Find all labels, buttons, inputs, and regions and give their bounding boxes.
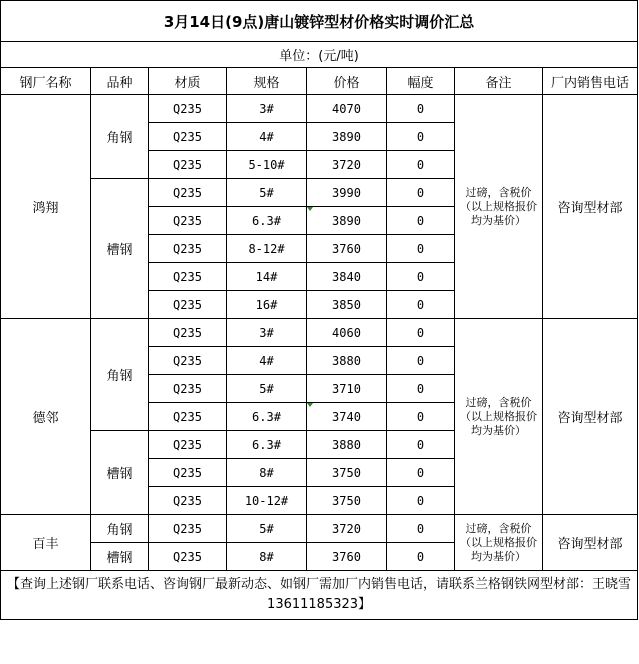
material-cell: Q235: [149, 95, 227, 123]
product-name: 角钢: [91, 515, 149, 543]
header-remark: 备注: [455, 68, 543, 95]
change-cell: 0: [387, 263, 455, 291]
table-row: [1, 95, 638, 123]
product-name: 角钢: [91, 95, 149, 179]
material-cell: Q235: [149, 403, 227, 431]
change-cell: 0: [387, 515, 455, 543]
change-cell: 0: [387, 207, 455, 235]
change-cell: 0: [387, 319, 455, 347]
spec-cell: 14#: [227, 263, 307, 291]
contact-cell: 咨询型材部: [543, 95, 638, 319]
product-name: 槽钢: [91, 543, 149, 571]
spec-cell: 3#: [227, 95, 307, 123]
change-cell: 0: [387, 375, 455, 403]
spec-cell: 5#: [227, 375, 307, 403]
spec-cell: 10-12#: [227, 487, 307, 515]
price-cell: 3990: [307, 179, 387, 207]
header-material: 材质: [149, 68, 227, 95]
spec-cell: 6.3#: [227, 403, 307, 431]
change-cell: 0: [387, 431, 455, 459]
spec-cell: 16#: [227, 291, 307, 319]
material-cell: Q235: [149, 263, 227, 291]
page-title: 3月14日(9点)唐山镀锌型材价格实时调价汇总: [1, 1, 638, 42]
price-cell: 3750: [307, 487, 387, 515]
price-cell: 3840: [307, 263, 387, 291]
spec-cell: 5#: [227, 515, 307, 543]
price-cell: 3850: [307, 291, 387, 319]
spec-cell: 4#: [227, 347, 307, 375]
price-cell: 3750: [307, 459, 387, 487]
change-cell: 0: [387, 347, 455, 375]
change-cell: 0: [387, 235, 455, 263]
material-cell: Q235: [149, 487, 227, 515]
spec-cell: 8#: [227, 543, 307, 571]
change-cell: 0: [387, 487, 455, 515]
table-row: [1, 319, 638, 347]
price-cell: 3720: [307, 515, 387, 543]
product-name: 槽钢: [91, 431, 149, 515]
change-cell: 0: [387, 543, 455, 571]
spec-cell: 8#: [227, 459, 307, 487]
price-value: 3740: [332, 409, 361, 424]
price-cell: 3710: [307, 375, 387, 403]
header-product: 品种: [91, 68, 149, 95]
change-cell: 0: [387, 95, 455, 123]
header-spec: 规格: [227, 68, 307, 95]
material-cell: Q235: [149, 375, 227, 403]
material-cell: Q235: [149, 431, 227, 459]
material-cell: Q235: [149, 515, 227, 543]
mill-name: 百丰: [1, 515, 91, 571]
remark-cell: 过磅，含税价（以上规格报价均为基价）: [455, 319, 543, 515]
material-cell: Q235: [149, 459, 227, 487]
price-cell: 3890: [307, 123, 387, 151]
header-change: 幅度: [387, 68, 455, 95]
spec-cell: 6.3#: [227, 207, 307, 235]
spec-cell: 3#: [227, 319, 307, 347]
material-cell: Q235: [149, 179, 227, 207]
product-name: 角钢: [91, 319, 149, 431]
spec-cell: 8-12#: [227, 235, 307, 263]
material-cell: Q235: [149, 235, 227, 263]
spec-cell: 5-10#: [227, 151, 307, 179]
remark-cell: 过磅，含税价（以上规格报价均为基价）: [455, 515, 543, 571]
header-price: 价格: [307, 68, 387, 95]
contact-cell: 咨询型材部: [543, 515, 638, 571]
change-cell: 0: [387, 151, 455, 179]
comment-marker-icon: [307, 207, 313, 211]
mill-name: 德邻: [1, 319, 91, 515]
price-cell: [307, 207, 387, 235]
price-cell: 4070: [307, 95, 387, 123]
price-cell: 3880: [307, 347, 387, 375]
material-cell: Q235: [149, 151, 227, 179]
product-name: 槽钢: [91, 179, 149, 319]
header-contact: 厂内销售电话: [543, 68, 638, 95]
change-cell: 0: [387, 403, 455, 431]
material-cell: Q235: [149, 543, 227, 571]
price-cell: 4060: [307, 319, 387, 347]
change-cell: 0: [387, 459, 455, 487]
material-cell: Q235: [149, 347, 227, 375]
footer-note: 【查询上述钢厂联系电话、咨询钢厂最新动态、如钢厂需加厂内销售电话，请联系兰格钢铁网型材部：王晓雪13611185323】: [1, 571, 638, 620]
comment-marker-icon: [307, 403, 313, 407]
mill-name: 鸿翔: [1, 95, 91, 319]
spec-cell: 4#: [227, 123, 307, 151]
material-cell: Q235: [149, 123, 227, 151]
spec-cell: 6.3#: [227, 431, 307, 459]
price-cell: 3880: [307, 431, 387, 459]
change-cell: 0: [387, 179, 455, 207]
change-cell: 0: [387, 291, 455, 319]
header-mill: 钢厂名称: [1, 68, 91, 95]
material-cell: Q235: [149, 319, 227, 347]
table-row: [1, 515, 638, 543]
unit-label: 单位：(元/吨): [1, 42, 638, 68]
price-value: 3890: [332, 213, 361, 228]
material-cell: Q235: [149, 291, 227, 319]
spec-cell: 5#: [227, 179, 307, 207]
price-cell: 3760: [307, 235, 387, 263]
change-cell: 0: [387, 123, 455, 151]
material-cell: Q235: [149, 207, 227, 235]
price-cell: [307, 403, 387, 431]
price-cell: 3720: [307, 151, 387, 179]
contact-cell: 咨询型材部: [543, 319, 638, 515]
header-row: [1, 68, 638, 95]
remark-cell: 过磅，含税价（以上规格报价均为基价）: [455, 95, 543, 319]
price-cell: 3760: [307, 543, 387, 571]
